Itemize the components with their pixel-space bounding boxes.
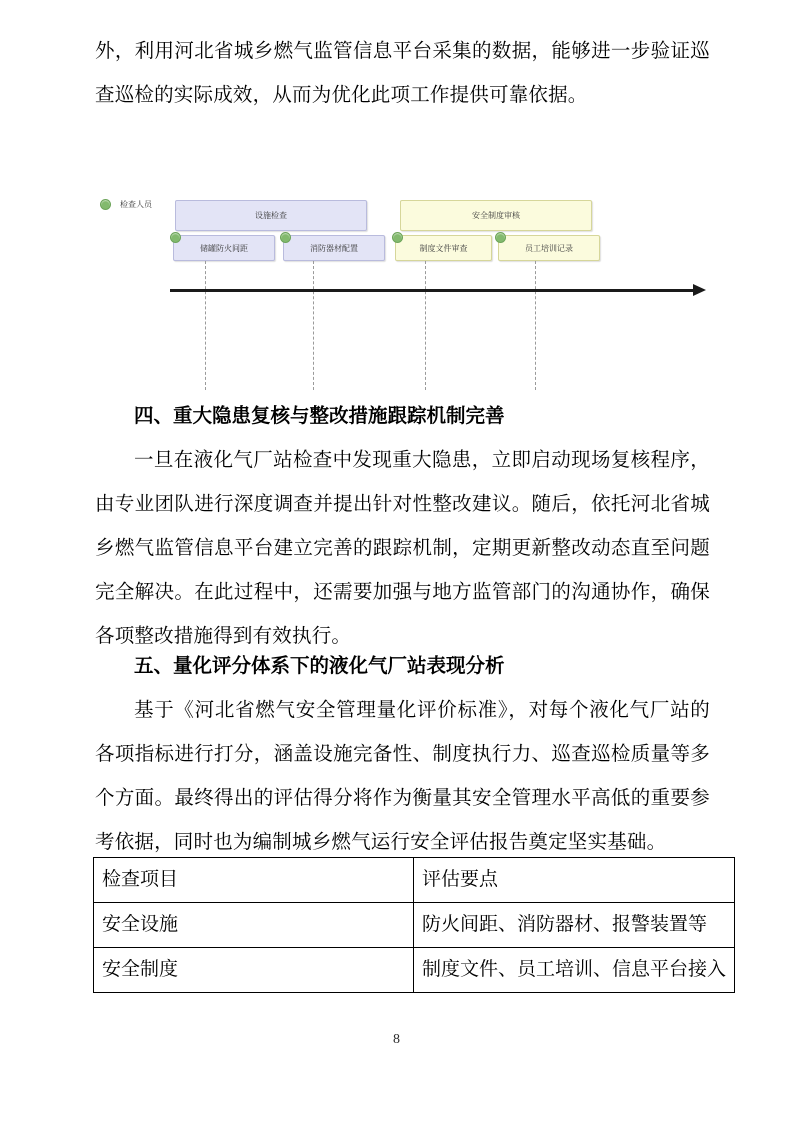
legend-label: 检查人员 — [120, 200, 152, 209]
table-cell-item: 安全设施 — [94, 903, 414, 948]
table-cell-point: 制度文件、员工培训、信息平台接入 — [414, 948, 735, 993]
task-box-document-review — [395, 235, 492, 261]
page-number: 8 — [393, 1032, 400, 1047]
heading-section-four: 四、重大隐患复核与整改措施跟踪机制完善 — [134, 406, 505, 427]
task-box-tank-fire-distance — [173, 235, 275, 261]
person-marker-icon — [170, 232, 181, 243]
table-header-cell: 检查项目 — [94, 858, 414, 903]
evaluation-table — [93, 857, 735, 993]
paragraph-section-five: 基于《河北省燃气安全管理量化评价标准》，对每个液化气厂站的各项指标进行打分，涵盖设施完备性、制度执行力、巡查巡检质量等多个方面。最终得出的评估得分将作为衡量其安全管理水平高低的重要参考依据，同时也为编制城乡燃气运行安全评估报告奠定坚实基础。 — [95, 700, 710, 853]
phase-bar-label: 设施检查 — [255, 211, 287, 220]
table-header-cell: 评估要点 — [414, 858, 735, 903]
table-row — [94, 948, 735, 993]
table-header-row — [94, 858, 735, 903]
connector-line — [425, 261, 426, 390]
paragraph-section-four: 一旦在液化气厂站检查中发现重大隐患，立即启动现场复核程序，由专业团队进行深度调查并提出针对性整改建议。随后，依托河北省城乡燃气监管信息平台建立完善的跟踪机制，定期更新整改动态直至问题完全解决。在此过程中，还需要加强与地方监管部门的沟通协作，确保各项整改措施得到有效执行。 — [95, 450, 710, 647]
phase-bar-safety-system-review — [400, 200, 592, 231]
heading-section-five: 五、量化评分体系下的液化气厂站表现分析 — [134, 656, 505, 677]
connector-line — [313, 261, 314, 390]
phase-bar-facility-inspection — [175, 200, 367, 231]
task-box-label: 消防器材配置 — [310, 243, 358, 253]
person-marker-icon — [392, 232, 403, 243]
person-marker-icon — [495, 232, 506, 243]
diagram-legend — [100, 199, 152, 210]
connector-line — [205, 261, 206, 390]
task-box-label: 储罐防火间距 — [200, 243, 248, 253]
task-box-training-records — [498, 235, 600, 261]
task-box-fire-equipment — [283, 235, 385, 261]
table-cell-item: 安全制度 — [94, 948, 414, 993]
connector-line — [535, 261, 536, 390]
timeline-axis — [170, 289, 696, 292]
table-cell-point: 防火间距、消防器材、报警装置等 — [414, 903, 735, 948]
person-marker-icon — [100, 199, 111, 210]
phase-bar-label: 安全制度审核 — [472, 211, 520, 220]
timeline-diagram — [95, 185, 715, 400]
task-box-label: 制度文件审查 — [419, 243, 468, 253]
paragraph-intro: 外，利用河北省城乡燃气监管信息平台采集的数据，能够进一步验证巡查巡检的实际成效，从而为优化此项工作提供可靠依据。 — [95, 41, 710, 106]
task-box-label: 员工培训记录 — [525, 243, 573, 253]
table-row — [94, 903, 735, 948]
person-marker-icon — [280, 232, 291, 243]
arrow-right-icon — [693, 284, 706, 296]
